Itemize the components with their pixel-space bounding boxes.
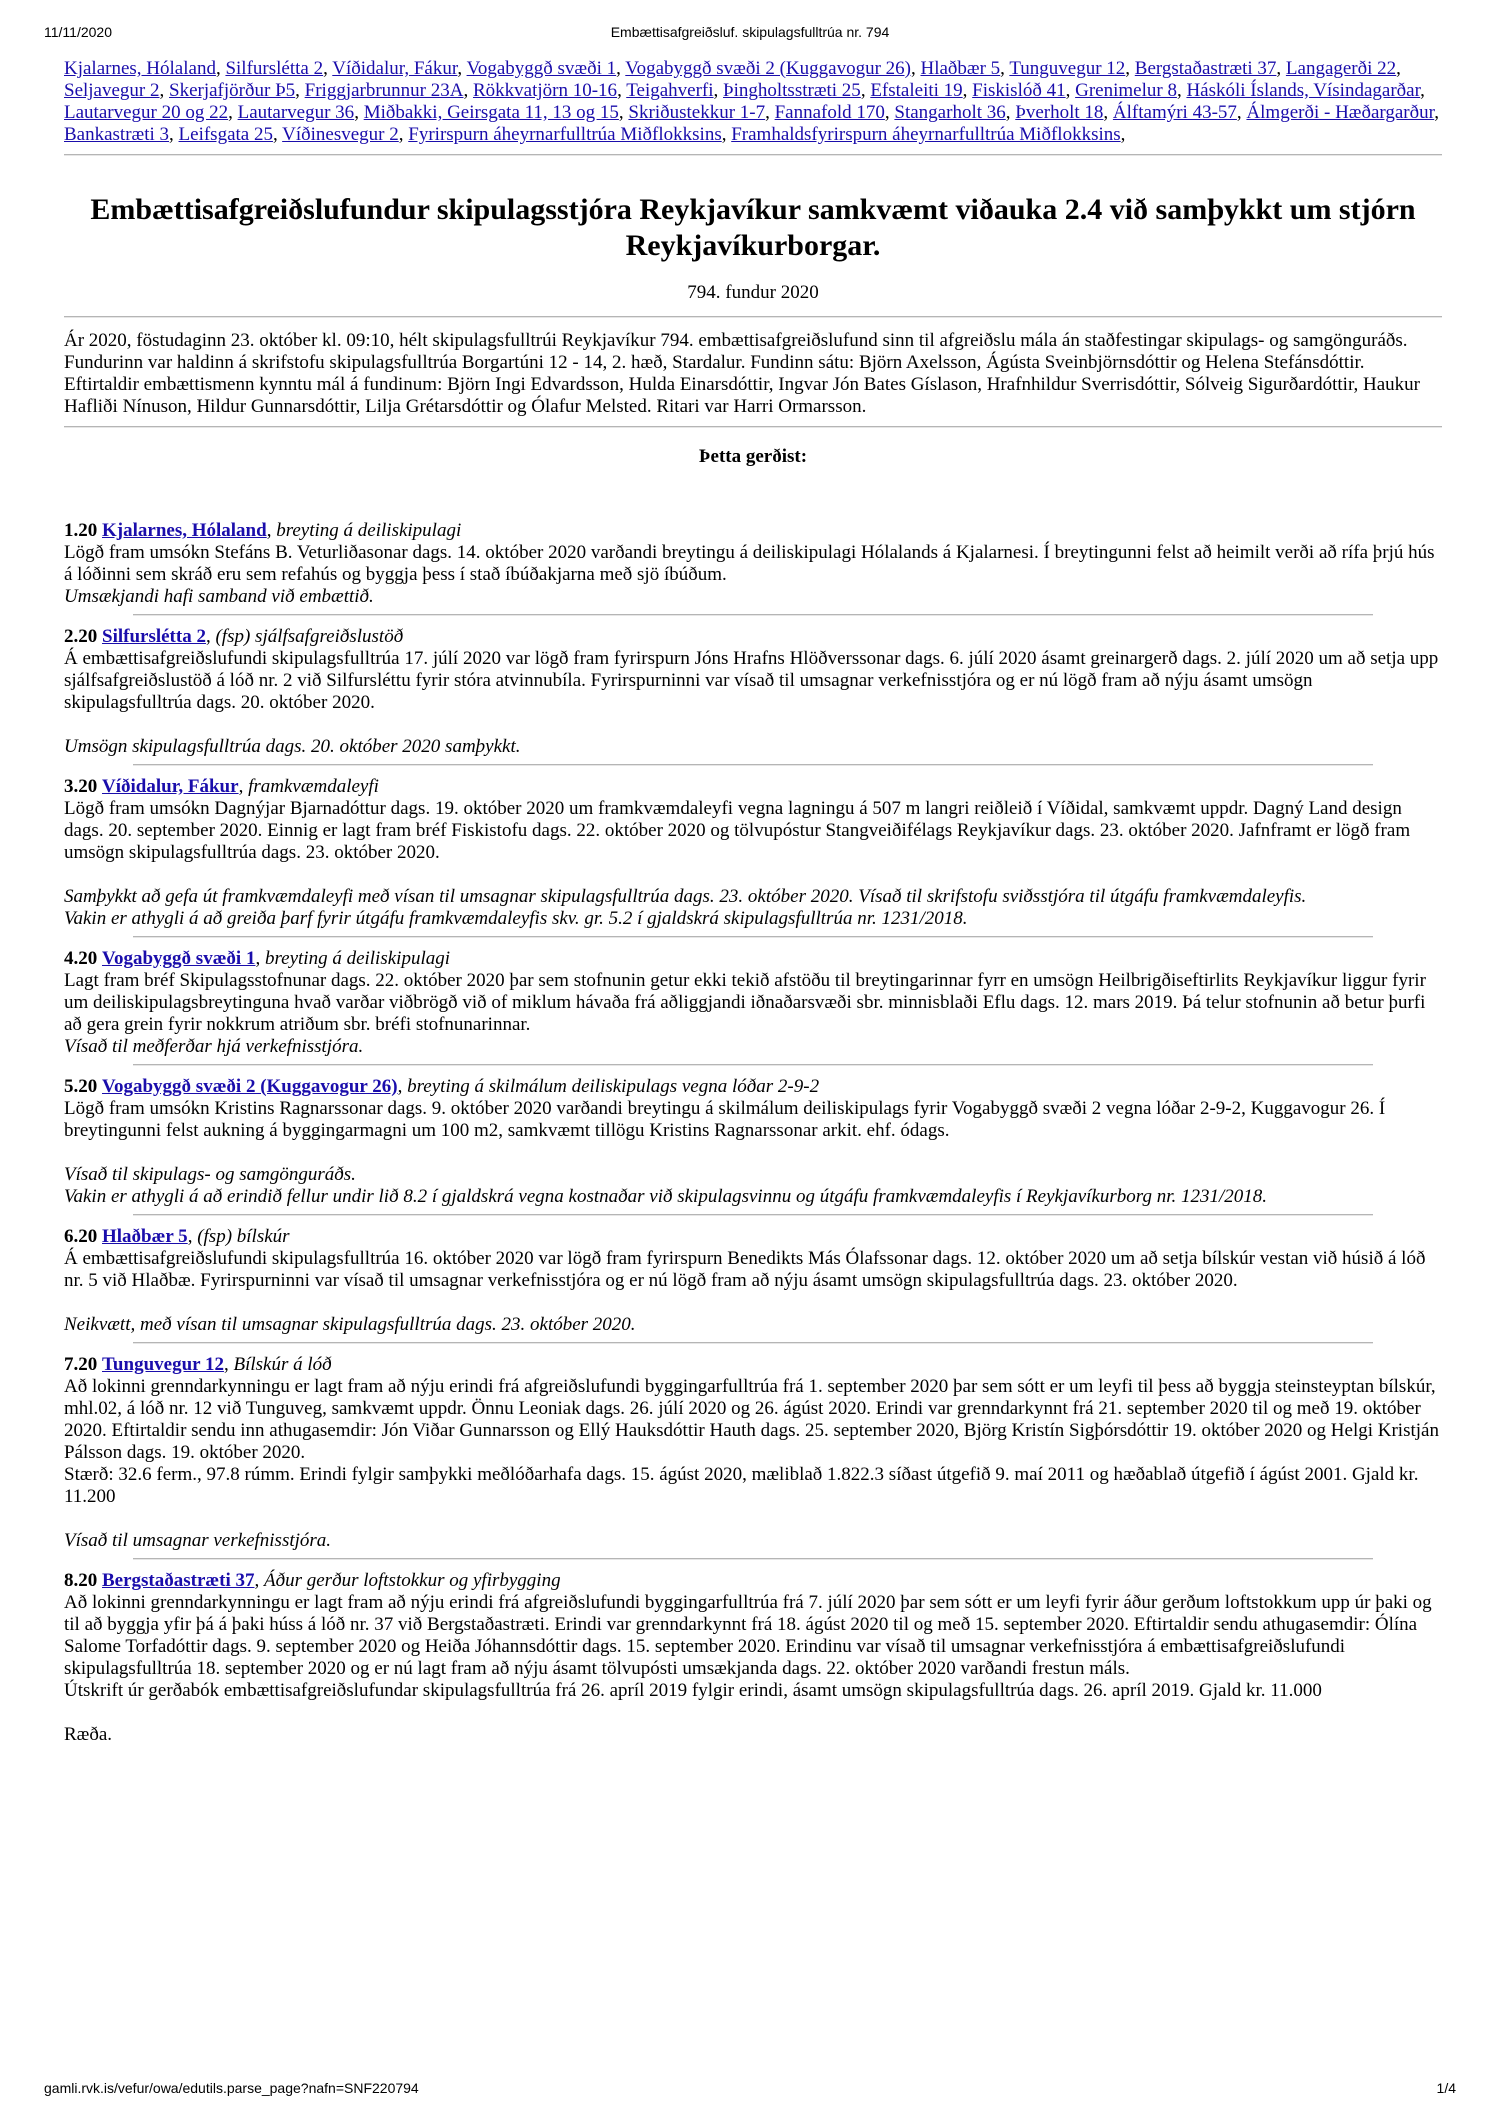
item-link-vogabyggd-2[interactable]: Vogabyggð svæði 2 (Kuggavogur 26) [102, 1076, 398, 1097]
print-date: 11/11/2020 [44, 24, 112, 40]
agenda-item-heading: 3.20 Víðidalur, Fákur, framkvæmdaleyfi [64, 776, 379, 797]
agenda-item [64, 1354, 1442, 1552]
case-link[interactable]: Bankastræti 3 [64, 124, 170, 145]
item-number: 5.20 [64, 1076, 98, 1097]
agenda-item-heading: 8.20 Bergstaðastræti 37, Áður gerður loftstokkur og yfirbygging [64, 1570, 561, 1591]
case-link[interactable]: Teigahverfi [626, 80, 714, 101]
item-note: Vakin er athygli á að erindið fellur undir lið 8.2 í gjaldskrá vegna kostnaðar við skipulagsvinnu og útgáfu framkvæmdaleyfis í Reykjavíkurborg nr. 1231/2018. [64, 1186, 1268, 1207]
agenda-item [64, 1226, 1442, 1336]
print-title: Embættisafgreiðsluf. skipulagsfulltrúa nr. 794 [610, 24, 890, 40]
item-subtitle: Áður gerður loftstokkur og yfirbygging [264, 1570, 561, 1591]
case-link[interactable]: Þingholtsstræti 25 [723, 80, 861, 101]
divider [64, 316, 1442, 318]
divider [133, 614, 1373, 616]
item-result: Samþykkt að gefa út framkvæmdaleyfi með vísan til umsagnar skipulagsfulltrúa dags. 23. október 2020. Vísað til skrifstofu sviðsstjóra til útgáfu framkvæmdaleyfis. [64, 886, 1307, 907]
case-link[interactable]: Framhaldsfyrirspurn áheyrnarfulltrúa Miðflokksins [731, 124, 1121, 145]
case-link[interactable]: Þverholt 18 [1015, 102, 1104, 123]
case-link[interactable]: Kjalarnes, Hólaland [64, 58, 216, 79]
case-link[interactable]: Bergstaðastræti 37 [1134, 58, 1277, 79]
divider [133, 936, 1373, 938]
item-body: Lögð fram umsókn Dagnýjar Bjarnadóttur dags. 19. október 2020 um framkvæmdaleyfi vegna lagningu á 507 m langri reiðleið í Víðidal, samkvæmt uppdr. Dagný Land design dags. 20. september 2020. Einnig er lagt fram bréf Fiskistofu dags. 22. október 2020 og tölvupóstur Stangveiðifélags Reykjavíkur dags. 23. október 2020. Jafnframt er lögð fram umsögn skipulagsfulltrúa dags. 23. október 2020. [64, 798, 1411, 863]
item-subtitle: framkvæmdaleyfi [248, 776, 379, 797]
item-body: Á embættisafgreiðslufundi skipulagsfulltrúa 16. október 2020 var lögð fram fyrirspurn Benedikts Más Ólafssonar dags. 12. október 2020 um að setja bílskúr vestan við húsið á lóð nr. 5 við Hlaðbæ. Fyrirspurninni var vísað til umsagnar verkefnisstjóra og er nú lögð fram að nýju ásamt umsögn skipulagsfulltrúa dags. 23. október 2020. [64, 1248, 1426, 1291]
item-body: Lögð fram umsókn Stefáns B. Veturliðasonar dags. 14. október 2020 varðandi breytingu á deiliskipulagi Hólalands á Kjalarnesi. Í breytingunni felst að heimilt verði að rífa þrjú hús á lóðinni sem skráð eru sem refahús og byggja þess í stað íbúðakjarna með sjö íbúðum. [64, 542, 1435, 585]
case-link[interactable]: Grenimelur 8 [1075, 80, 1177, 101]
item-result: Neikvætt, með vísan til umsagnar skipulagsfulltrúa dags. 23. október 2020. [64, 1314, 636, 1335]
case-link[interactable]: Víðidalur, Fákur [332, 58, 458, 79]
item-body: Að lokinni grenndarkynningu er lagt fram að nýju erindi frá afgreiðslufundi byggingarfulltrúa frá 1. september 2020 þar sem sótt er um leyfi til þess að byggja steinsteyptan bílskúr, mhl.02, á lóð nr. 12 við Tunguveg, samkvæmt uppdr. Önnu Leoniak dags. 26. júlí 2020 og 26. ágúst 2020. Erindi var grenndarkynnt frá 21. september 2020 til og með 19. október 2020. Eftirtaldir sendu inn athugasemdir: Jón Viðar Gunnarsson og Ellý Hauksdóttir Hauth dags. 25. september 2020, Björg Kristín Sigþórsdóttir 19. október 2020 og Helgi Kristján Pálsson dags. 19. október 2020. [64, 1376, 1439, 1463]
case-link[interactable]: Álmgerði - Hæðargarður [1246, 102, 1435, 123]
section-title: Þetta gerðist: [698, 446, 808, 467]
print-url: gamli.rvk.is/vefur/owa/edutils.parse_page?nafn=SNF220794 [44, 2080, 419, 2096]
case-link[interactable]: Vogabyggð svæði 1 [466, 58, 617, 79]
item-number: 8.20 [64, 1570, 98, 1591]
case-link[interactable]: Álftamýri 43-57 [1112, 102, 1237, 123]
case-link[interactable]: Fannafold 170 [774, 102, 885, 123]
item-subtitle: (fsp) sjálfsafgreiðslustöð [215, 626, 404, 647]
agenda-item [64, 520, 1442, 608]
divider [133, 1064, 1373, 1066]
page-content [64, 58, 1442, 1746]
item-body: Lögð fram umsókn Kristins Ragnarssonar dags. 9. október 2020 varðandi breytingu á skilmálum deiliskipulags fyrir Vogabyggð svæði 2 vegna lóðar 2-9-2, Kuggavogur 26. Í breytingunni felst aukning á byggingarmagni um 100 m2, samkvæmt tillögu Kristins Ragnarssonar arkit. ehf. ódags. [64, 1098, 1386, 1141]
agenda-item-heading: 4.20 Vogabyggð svæði 1, breyting á deiliskipulagi [64, 948, 450, 969]
agenda-item [64, 776, 1442, 930]
agenda-item [64, 948, 1442, 1058]
item-link-tunguvegur[interactable]: Tunguvegur 12 [102, 1354, 224, 1375]
agenda-item-heading: 2.20 Silfurslétta 2, (fsp) sjálfsafgreiðslustöð [64, 626, 404, 647]
agenda-item [64, 1076, 1442, 1208]
item-body: Að lokinni grenndarkynningu er lagt fram að nýju erindi frá afgreiðslufundi byggingarfulltrúa frá 7. júlí 2020 þar sem sótt er um leyfi fyrir áður gerðum loftstokkum upp úr þaki og til að byggja yfir þá á þaki húss á lóð nr. 37 við Bergstaðastræti. Erindi var grenndarkynnt frá 18. ágúst 2020 til og með 15. september 2020. Eftirtaldir sendu athugasemdir: Ólína Salome Torfadóttir dags. 9. september 2020 og Heiða Jóhannsdóttir dags. 15. september 2020. Erindinu var vísað til umsagnar verkefnisstjóra á embættisafgreiðslufundi skipulagsfulltrúa 18. september 2020 og er nú lagt fram að nýju ásamt tölvupósti umsækjanda dags. 22. október 2020 varðandi frestun máls. [64, 1592, 1432, 1679]
agenda-item-heading: 1.20 Kjalarnes, Hólaland, breyting á deiliskipulagi [64, 520, 462, 541]
item-link-vidAfter[interactable]: Víðidalur, Fákur [102, 776, 239, 797]
divider [133, 764, 1373, 766]
case-link[interactable]: Vogabyggð svæði 2 (Kuggavogur 26) [625, 58, 911, 79]
agenda-item-heading: 7.20 Tunguvegur 12, Bílskúr á lóð [64, 1354, 332, 1375]
case-link-list: Kjalarnes, Hólaland, Silfurslétta 2, Víðidalur, Fákur, Vogabyggð svæði 1, Vogabyggð svæði 2 (Kuggavogur 26), Hlaðbær 5, Tunguvegur 12, Bergstaðastræti 37, Langagerði 22, Seljavegur 2, Skerjafjörður Þ5, Friggjarbrunnur 23A, Rökkvatjörn 10-16, Teigahverfi, Þingholtsstræti 25, Efstaleiti 19, Fiskislóð 41, Grenimelur 8, Háskóli Íslands, Vísindagarðar, Lautarvegur 20 og 22, Lautarvegur 36, Miðbakki, Geirsgata 11, 13 og 15, Skriðustekkur 1-7, Fannafold 170, Stangarholt 36, Þverholt 18, Álftamýri 43-57, Álmgerði - Hæðargarður, Bankastræti 3, Leifsgata 25, Víðinesvegur 2, Fyrirspurn áheyrnarfulltrúa Miðflokksins, Framhaldsfyrirspurn áheyrnarfulltrúa Miðflokksins, [64, 58, 1439, 145]
print-header [44, 24, 1456, 44]
print-footer [44, 2080, 1456, 2100]
case-link[interactable]: Hlaðbær 5 [920, 58, 1001, 79]
case-link[interactable]: Efstaleiti 19 [870, 80, 963, 101]
item-number: 2.20 [64, 626, 98, 647]
case-link[interactable]: Lautarvegur 20 og 22 [64, 102, 229, 123]
case-link[interactable]: Seljavegur 2 [64, 80, 160, 101]
item-body-extra: Stærð: 32.6 ferm., 97.8 rúmm. Erindi fylgir samþykki meðlóðarhafa dags. 15. ágúst 2020, mæliblað 1.822.3 síðast útgefið 9. maí 2011 og hæðablað útgefið í ágúst 2001. Gjald kr. 11.200 [64, 1464, 1419, 1507]
item-body: Á embættisafgreiðslufundi skipulagsfulltrúa 17. júlí 2020 var lögð fram fyrirspurn Jóns Hrafns Hlöðverssonar dags. 6. júlí 2020 ásamt greinargerð dags. 2. júlí 2020 um að setja upp sjálfsafgreiðslustöð á lóð nr. 2 við Silfursléttu fyrir stóra atvinnubíla. Fyrirspurninni var vísað til umsagnar verkefnisstjóra og er nú lögð fram að nýju ásamt umsögn skipulagsfulltrúa dags. 20. október 2020. [64, 648, 1439, 713]
item-link-bergstadastraeti[interactable]: Bergstaðastræti 37 [102, 1570, 255, 1591]
item-number: 6.20 [64, 1226, 98, 1247]
case-link[interactable]: Skerjafjörður Þ5 [169, 80, 296, 101]
item-result: Umsækjandi hafi samband við embættið. [64, 586, 374, 607]
divider [64, 426, 1442, 428]
item-result: Vísað til umsagnar verkefnisstjóra. [64, 1530, 332, 1551]
item-number: 1.20 [64, 520, 98, 541]
divider [64, 154, 1442, 156]
item-note: Vakin er athygli á að greiða þarf fyrir útgáfu framkvæmdaleyfis skv. gr. 5.2 í gjaldskrá skipulagsfulltrúa nr. 1231/2018. [64, 908, 968, 929]
case-link[interactable]: Silfurslétta 2 [225, 58, 324, 79]
item-number: 7.20 [64, 1354, 98, 1375]
case-link[interactable]: Langagerði 22 [1285, 58, 1397, 79]
item-subtitle: Bílskúr á lóð [233, 1354, 332, 1375]
page-number: 1/4 [1436, 2080, 1456, 2096]
case-link[interactable]: Leifsgata 25 [178, 124, 273, 145]
item-body-extra: Útskrift úr gerðabók embættisafgreiðslufundar skipulagsfulltrúa frá 26. apríl 2019 fylgir erindi, ásamt umsögn skipulagsfulltrúa dags. 26. apríl 2019. Gjald kr. 11.000 [64, 1680, 1322, 1701]
item-body: Lagt fram bréf Skipulagsstofnunar dags. 22. október 2020 þar sem stofnunin getur ekki tekið afstöðu til breytingarinnar fyrr en umsögn Heilbrigðiseftirlits Reykjavíkur liggur fyrir um deiliskipulagsbreytinguna hvað varðar viðbrögð við of miklum hávaða frá aðliggjandi iðnaðarsvæði sbr. minnisblaði Eflu dags. 12. mars 2019. Þá telur stofnunin að betur þurfi að gera grein fyrir nokkrum atriðum sbr. bréfi stofnunarinnar. [64, 970, 1426, 1035]
case-link[interactable]: Háskóli Íslands, Vísindagarðar [1186, 80, 1421, 101]
item-result: Ræða. [64, 1724, 113, 1745]
case-link[interactable]: Lautarvegur 36 [237, 102, 355, 123]
item-link-vogabyggd-1[interactable]: Vogabyggð svæði 1 [102, 948, 256, 969]
meeting-intro: Ár 2020, föstudaginn 23. október kl. 09:10, hélt skipulagsfulltrúi Reykjavíkur 794. embættisafgreiðslufund sinn til afgreiðslu mála án staðfestingar skipulags- og samgönguráðs. Fundurinn var haldinn á skrifstofu skipulagsfulltrúa Borgartúni 12 - 14, 2. hæð, Stardalur. Fundinn sátu: Björn Axelsson, Ágústa Sveinbjörnsdóttir og Helena Stefánsdóttir. Eftirtaldir embættismenn kynntu mál á fundinum: Björn Ingi Edvardsson, Hulda Einarsdóttir, Ingvar Jón Bates Gíslason, Hrafnhildur Sverrisdóttir, Sólveig Sigurðardóttir, Haukur Hafliði Nínuson, Hildur Gunnarsdóttir, Lilja Grétarsdóttir og Ólafur Melsted. Ritari var Harri Ormarsson. [64, 330, 1421, 417]
meeting-number: 794. fundur 2020 [687, 282, 819, 303]
case-link[interactable]: Friggjarbrunnur 23A [304, 80, 464, 101]
divider [133, 1342, 1373, 1344]
item-subtitle: (fsp) bílskúr [197, 1226, 290, 1247]
item-link-hladbaer[interactable]: Hlaðbær 5 [102, 1226, 188, 1247]
agenda-item [64, 626, 1442, 758]
case-link[interactable]: Stangarholt 36 [894, 102, 1006, 123]
divider [133, 1214, 1373, 1216]
item-subtitle: breyting á deiliskipulagi [276, 520, 462, 541]
agenda-item-heading: 6.20 Hlaðbær 5, (fsp) bílskúr [64, 1226, 290, 1247]
item-result: Umsögn skipulagsfulltrúa dags. 20. október 2020 samþykkt. [64, 736, 521, 757]
item-subtitle: breyting á deiliskipulagi [264, 948, 450, 969]
item-subtitle: breyting á skilmálum deiliskipulags vegna lóðar 2-9-2 [407, 1076, 820, 1097]
case-link[interactable]: Rökkvatjörn 10-16 [472, 80, 618, 101]
case-link[interactable]: Fiskislóð 41 [972, 80, 1066, 101]
case-link[interactable]: Miðbakki, Geirsgata 11, 13 og 15 [363, 102, 619, 123]
divider [133, 1558, 1373, 1560]
page-title: Embættisafgreiðslufundur skipulagsstjóra Reykjavíkur samkvæmt viðauka 2.4 við samþykkt um stjórn Reykjavíkurborgar. [90, 193, 1416, 262]
item-link-kjalarnes[interactable]: Kjalarnes, Hólaland [102, 520, 267, 541]
item-result: Vísað til meðferðar hjá verkefnisstjóra. [64, 1036, 364, 1057]
case-link[interactable]: Tunguvegur 12 [1009, 58, 1126, 79]
case-link[interactable]: Fyrirspurn áheyrnarfulltrúa Miðflokksins [408, 124, 722, 145]
item-number: 3.20 [64, 776, 98, 797]
case-link[interactable]: Skriðustekkur 1-7 [628, 102, 766, 123]
agenda-item-heading: 5.20 Vogabyggð svæði 2 (Kuggavogur 26), breyting á skilmálum deiliskipulags vegna lóðar 2-9-2 [64, 1076, 820, 1097]
item-number: 4.20 [64, 948, 98, 969]
case-link[interactable]: Víðinesvegur 2 [282, 124, 399, 145]
item-link-silfursletta[interactable]: Silfurslétta 2 [102, 626, 206, 647]
item-result: Vísað til skipulags- og samgönguráðs. [64, 1164, 356, 1185]
agenda-item [64, 1570, 1442, 1746]
